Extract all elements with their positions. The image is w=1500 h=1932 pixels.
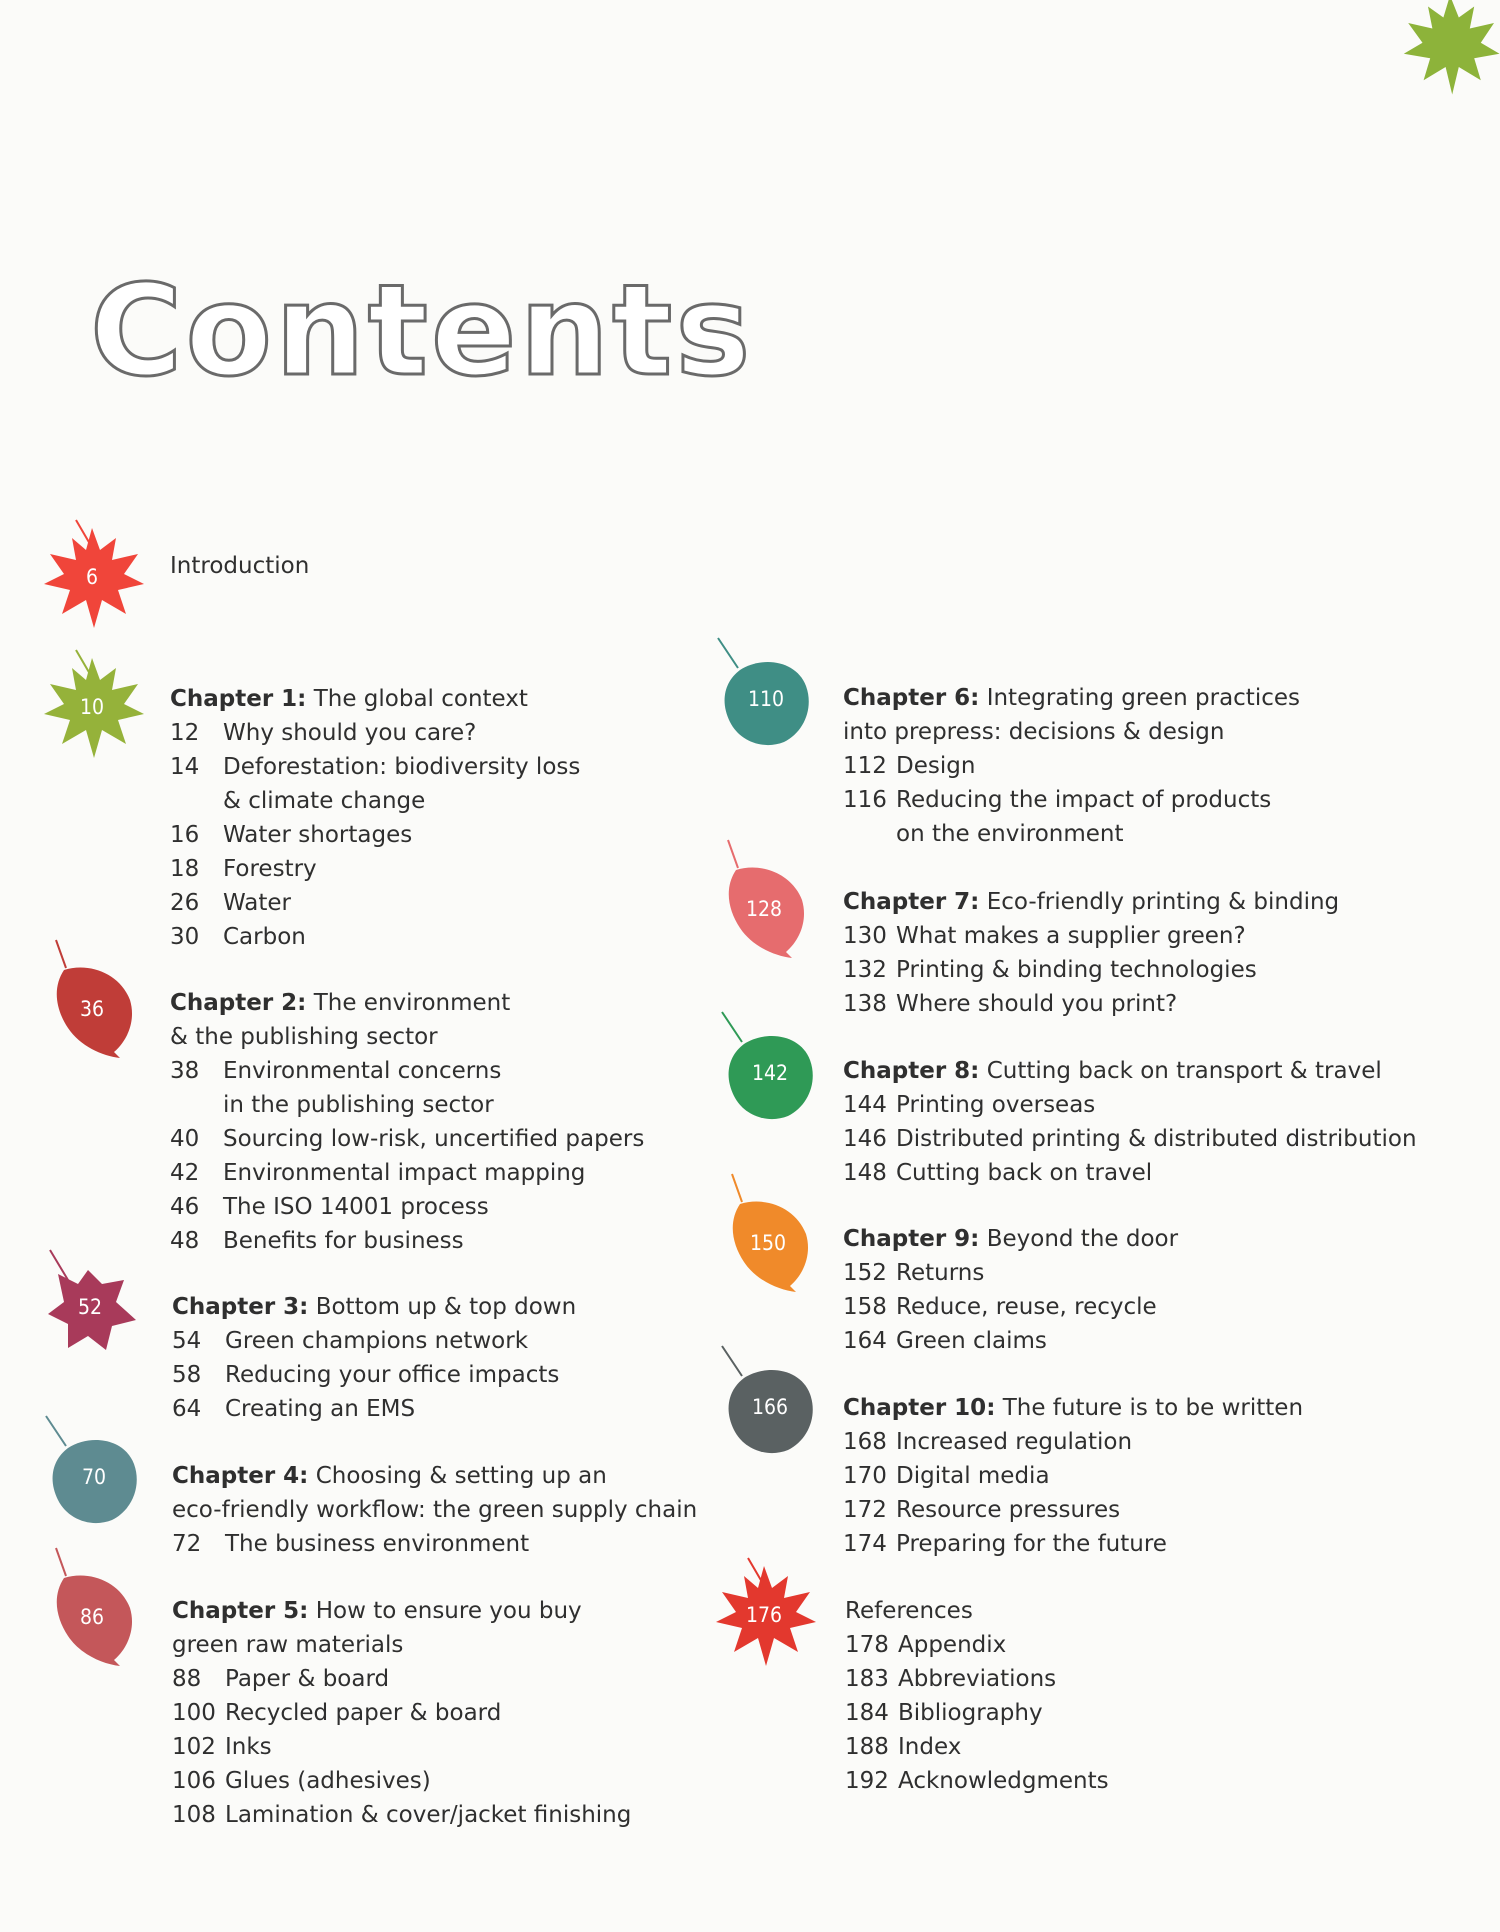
chapter-title: The future is to be written bbox=[995, 1395, 1304, 1421]
entry-page-number: 18 bbox=[170, 856, 200, 882]
leaf-badge bbox=[704, 1174, 834, 1304]
entry-page-number: 188 bbox=[845, 1734, 889, 1760]
chapter-label: Chapter 2: bbox=[170, 990, 307, 1016]
entry-title: What makes a supplier green? bbox=[896, 923, 1246, 949]
toc-entry bbox=[172, 1358, 576, 1392]
chapter-title: Beyond the door bbox=[979, 1226, 1179, 1252]
page-number: 10 bbox=[79, 695, 105, 719]
section-heading: Introduction bbox=[170, 553, 310, 579]
page-number: 110 bbox=[747, 687, 785, 711]
toc-section bbox=[843, 1054, 1417, 1190]
entry-title: Increased regulation bbox=[896, 1429, 1133, 1455]
entry-title: Forestry bbox=[223, 856, 317, 882]
entry-title: Printing overseas bbox=[896, 1092, 1096, 1118]
page-number: 52 bbox=[77, 1295, 103, 1319]
leaf-stem bbox=[722, 1346, 742, 1376]
leaf-icon bbox=[700, 840, 830, 970]
toc-entry bbox=[172, 1527, 697, 1561]
leaf-icon bbox=[702, 1548, 832, 1678]
entry-title: Preparing for the future bbox=[896, 1531, 1167, 1557]
toc-section bbox=[843, 1222, 1178, 1358]
leaf-stem bbox=[56, 940, 66, 968]
leaf-icon bbox=[28, 1244, 158, 1374]
toc-entry bbox=[172, 1324, 576, 1358]
toc-entry bbox=[172, 1459, 697, 1493]
page-number: 142 bbox=[751, 1061, 789, 1085]
entry-title: The business environment bbox=[225, 1531, 530, 1557]
entry-page-number: 88 bbox=[172, 1666, 202, 1692]
toc-entry bbox=[172, 1764, 631, 1798]
entry-title: Design bbox=[896, 753, 976, 779]
entry-title: Where should you print? bbox=[896, 991, 1178, 1017]
chapter-label: Chapter 3: bbox=[172, 1294, 309, 1320]
toc-entry bbox=[172, 1798, 631, 1832]
chapter-title-continued: eco-friendly workflow: the green supply chain bbox=[172, 1497, 698, 1523]
leaf-stem bbox=[76, 520, 90, 544]
leaf-badge bbox=[700, 634, 830, 764]
page-number: 70 bbox=[81, 1465, 107, 1489]
entry-title: Cutting back on travel bbox=[896, 1160, 1153, 1186]
leaf-badge bbox=[30, 640, 160, 770]
entry-page-number: 148 bbox=[843, 1160, 887, 1186]
leaf-badge bbox=[704, 1008, 834, 1138]
toc-entry bbox=[843, 817, 1300, 851]
toc-entry bbox=[843, 1088, 1417, 1122]
toc-entry bbox=[843, 919, 1339, 953]
entry-title: Water bbox=[223, 890, 291, 916]
page-number: 36 bbox=[79, 997, 105, 1021]
chapter-title: Eco-friendly printing & binding bbox=[979, 889, 1340, 915]
toc-entry bbox=[843, 1425, 1303, 1459]
toc-entry bbox=[843, 1493, 1303, 1527]
toc-entry bbox=[843, 1122, 1417, 1156]
entry-title-continued: on the environment bbox=[896, 821, 1124, 847]
entry-page-number: 112 bbox=[843, 753, 887, 779]
toc-entry bbox=[843, 681, 1300, 715]
toc-entry bbox=[170, 750, 580, 784]
entry-title: Reducing the impact of products bbox=[896, 787, 1272, 813]
toc-entry bbox=[843, 1222, 1178, 1256]
entry-title: Water shortages bbox=[223, 822, 413, 848]
toc-entry bbox=[170, 1088, 644, 1122]
entry-title: Acknowledgments bbox=[898, 1768, 1109, 1794]
toc-entry bbox=[843, 885, 1339, 919]
leaf-badge bbox=[700, 840, 830, 970]
toc-entry bbox=[172, 1696, 631, 1730]
entry-page-number: 116 bbox=[843, 787, 887, 813]
toc-entry bbox=[172, 1662, 631, 1696]
entry-page-number: 174 bbox=[843, 1531, 887, 1557]
entry-title-continued: in the publishing sector bbox=[223, 1092, 494, 1118]
toc-entry bbox=[845, 1696, 1109, 1730]
chapter-title-continued: green raw materials bbox=[172, 1632, 404, 1658]
chapter-title: Cutting back on transport & travel bbox=[979, 1058, 1382, 1084]
entry-page-number: 146 bbox=[843, 1126, 887, 1152]
maple-leaf-icon bbox=[1395, 0, 1500, 100]
toc-entry bbox=[170, 1156, 644, 1190]
toc-section bbox=[170, 986, 644, 1258]
entry-page-number: 48 bbox=[170, 1228, 200, 1254]
entry-title: Environmental concerns bbox=[223, 1058, 502, 1084]
leaf-icon bbox=[704, 1174, 834, 1304]
entry-page-number: 64 bbox=[172, 1396, 202, 1422]
toc-entry bbox=[170, 1224, 644, 1258]
leaf-stem bbox=[732, 1174, 742, 1202]
section-heading: References bbox=[845, 1598, 973, 1624]
toc-entry bbox=[170, 1190, 644, 1224]
entry-page-number: 26 bbox=[170, 890, 200, 916]
entry-page-number: 168 bbox=[843, 1429, 887, 1455]
entry-title: Reducing your office impacts bbox=[225, 1362, 560, 1388]
toc-entry bbox=[843, 1527, 1303, 1561]
entry-title: Glues (adhesives) bbox=[225, 1768, 431, 1794]
toc-entry bbox=[170, 1054, 644, 1088]
page-number: 6 bbox=[85, 565, 99, 589]
leaf-icon bbox=[28, 940, 158, 1070]
leaf-stem bbox=[718, 638, 738, 668]
entry-title: Benefits for business bbox=[223, 1228, 464, 1254]
entry-title: Recycled paper & board bbox=[225, 1700, 502, 1726]
toc-entry bbox=[845, 1764, 1109, 1798]
toc-entry bbox=[845, 1730, 1109, 1764]
toc-entry bbox=[172, 1493, 697, 1527]
toc-section bbox=[172, 1594, 631, 1832]
entry-title: Digital media bbox=[896, 1463, 1050, 1489]
toc-section bbox=[845, 1594, 1109, 1798]
chapter-label: Chapter 1: bbox=[170, 686, 307, 712]
leaf-badge bbox=[28, 1412, 158, 1542]
toc-entry bbox=[843, 1256, 1178, 1290]
page-title: Contents bbox=[90, 257, 754, 404]
toc-entry bbox=[843, 1459, 1303, 1493]
toc-entry bbox=[170, 549, 309, 583]
entry-title: Distributed printing & distributed distribution bbox=[896, 1126, 1417, 1152]
leaf-icon bbox=[700, 634, 830, 764]
entry-title: Deforestation: biodiversity loss bbox=[223, 754, 581, 780]
entry-page-number: 46 bbox=[170, 1194, 200, 1220]
entry-page-number: 178 bbox=[845, 1632, 889, 1658]
leaf-stem bbox=[728, 840, 738, 868]
entry-title: Index bbox=[898, 1734, 962, 1760]
toc-entry bbox=[170, 784, 580, 818]
chapter-label: Chapter 4: bbox=[172, 1463, 309, 1489]
entry-title: Reduce, reuse, recycle bbox=[896, 1294, 1157, 1320]
leaf-stem bbox=[748, 1558, 762, 1582]
entry-page-number: 138 bbox=[843, 991, 887, 1017]
toc-entry bbox=[170, 716, 580, 750]
entry-title: Abbreviations bbox=[898, 1666, 1057, 1692]
entry-title: Resource pressures bbox=[896, 1497, 1121, 1523]
toc-entry bbox=[170, 886, 580, 920]
toc-entry bbox=[172, 1290, 576, 1324]
entry-title: Paper & board bbox=[225, 1666, 390, 1692]
toc-entry bbox=[170, 1020, 644, 1054]
entry-title: Inks bbox=[225, 1734, 272, 1760]
entry-title-continued: & climate change bbox=[223, 788, 426, 814]
leaf-badge bbox=[702, 1548, 832, 1678]
chapter-label: Chapter 6: bbox=[843, 685, 980, 711]
entry-title: Lamination & cover/jacket finishing bbox=[225, 1802, 632, 1828]
toc-entry bbox=[843, 715, 1300, 749]
chapter-title: How to ensure you buy bbox=[308, 1598, 582, 1624]
page-number: 176 bbox=[745, 1603, 783, 1627]
toc-entry bbox=[843, 987, 1339, 1021]
entry-page-number: 58 bbox=[172, 1362, 202, 1388]
chapter-label: Chapter 7: bbox=[843, 889, 980, 915]
entry-title: Why should you care? bbox=[223, 720, 477, 746]
leaf-stem bbox=[46, 1416, 66, 1446]
entry-title: Green champions network bbox=[225, 1328, 529, 1354]
toc-entry bbox=[843, 783, 1300, 817]
entry-page-number: 42 bbox=[170, 1160, 200, 1186]
entry-page-number: 54 bbox=[172, 1328, 202, 1354]
entry-title: Appendix bbox=[898, 1632, 1007, 1658]
leaf-badge bbox=[28, 1244, 158, 1374]
entry-page-number: 164 bbox=[843, 1328, 887, 1354]
entry-page-number: 12 bbox=[170, 720, 200, 746]
toc-entry bbox=[170, 1122, 644, 1156]
entry-page-number: 152 bbox=[843, 1260, 887, 1286]
toc-entry bbox=[843, 1391, 1303, 1425]
leaf-badge bbox=[704, 1342, 834, 1472]
page-number: 166 bbox=[751, 1395, 789, 1419]
entry-page-number: 16 bbox=[170, 822, 200, 848]
chapter-title: The global context bbox=[306, 686, 528, 712]
entry-page-number: 130 bbox=[843, 923, 887, 949]
toc-section bbox=[843, 885, 1339, 1021]
chapter-label: Chapter 5: bbox=[172, 1598, 309, 1624]
chapter-label: Chapter 10: bbox=[843, 1395, 996, 1421]
chapter-title: The environment bbox=[306, 990, 511, 1016]
entry-title: Printing & binding technologies bbox=[896, 957, 1257, 983]
entry-title: Green claims bbox=[896, 1328, 1047, 1354]
toc-section bbox=[170, 682, 580, 954]
entry-page-number: 132 bbox=[843, 957, 887, 983]
leaf-icon bbox=[30, 640, 160, 770]
toc-section bbox=[170, 549, 309, 583]
toc-entry bbox=[843, 1290, 1178, 1324]
entry-page-number: 106 bbox=[172, 1768, 216, 1794]
toc-entry bbox=[845, 1628, 1109, 1662]
toc-section bbox=[843, 681, 1300, 851]
entry-page-number: 170 bbox=[843, 1463, 887, 1489]
entry-page-number: 38 bbox=[170, 1058, 200, 1084]
chapter-title: Integrating green practices bbox=[979, 685, 1300, 711]
leaf-icon bbox=[28, 1412, 158, 1542]
chapter-title-continued: into prepress: decisions & design bbox=[843, 719, 1225, 745]
chapter-label: Chapter 9: bbox=[843, 1226, 980, 1252]
toc-section bbox=[843, 1391, 1303, 1561]
entry-title: Sourcing low-risk, uncertified papers bbox=[223, 1126, 645, 1152]
chapter-title: Choosing & setting up an bbox=[308, 1463, 607, 1489]
entry-page-number: 102 bbox=[172, 1734, 216, 1760]
entry-page-number: 158 bbox=[843, 1294, 887, 1320]
leaf-icon bbox=[30, 510, 160, 640]
entry-page-number: 192 bbox=[845, 1768, 889, 1794]
toc-entry bbox=[845, 1662, 1109, 1696]
toc-section bbox=[172, 1290, 576, 1426]
toc-entry bbox=[172, 1730, 631, 1764]
entry-page-number: 144 bbox=[843, 1092, 887, 1118]
leaf-stem bbox=[722, 1012, 742, 1042]
entry-title: The ISO 14001 process bbox=[223, 1194, 489, 1220]
entry-page-number: 30 bbox=[170, 924, 200, 950]
toc-entry bbox=[843, 953, 1339, 987]
toc-entry bbox=[843, 749, 1300, 783]
toc-entry bbox=[170, 986, 644, 1020]
entry-title: Environmental impact mapping bbox=[223, 1160, 586, 1186]
page-number: 128 bbox=[745, 897, 783, 921]
toc-entry bbox=[170, 682, 580, 716]
entry-title: Carbon bbox=[223, 924, 306, 950]
entry-page-number: 108 bbox=[172, 1802, 216, 1828]
leaf-stem bbox=[56, 1548, 66, 1576]
leaf-badge bbox=[28, 940, 158, 1070]
entry-page-number: 172 bbox=[843, 1497, 887, 1523]
toc-entry bbox=[172, 1628, 631, 1662]
leaf-stem bbox=[76, 650, 90, 674]
entry-page-number: 183 bbox=[845, 1666, 889, 1692]
entry-page-number: 14 bbox=[170, 754, 200, 780]
toc-entry bbox=[170, 920, 580, 954]
leaf-icon bbox=[704, 1342, 834, 1472]
leaf-badge bbox=[30, 510, 160, 640]
chapter-title: Bottom up & top down bbox=[308, 1294, 577, 1320]
toc-entry bbox=[170, 852, 580, 886]
chapter-label: Chapter 8: bbox=[843, 1058, 980, 1084]
toc-entry bbox=[170, 818, 580, 852]
entry-title: Returns bbox=[896, 1260, 985, 1286]
chapter-title-continued: & the publishing sector bbox=[170, 1024, 438, 1050]
entry-page-number: 184 bbox=[845, 1700, 889, 1726]
toc-entry bbox=[843, 1054, 1417, 1088]
entry-page-number: 40 bbox=[170, 1126, 200, 1152]
toc-entry bbox=[843, 1156, 1417, 1190]
page-number: 86 bbox=[79, 1605, 105, 1629]
leaf-icon bbox=[704, 1008, 834, 1138]
toc-entry bbox=[845, 1594, 1109, 1628]
page-number: 150 bbox=[749, 1231, 787, 1255]
entry-page-number: 100 bbox=[172, 1700, 216, 1726]
entry-title: Creating an EMS bbox=[225, 1396, 416, 1422]
toc-section bbox=[172, 1459, 697, 1561]
toc-entry bbox=[843, 1324, 1178, 1358]
leaf-icon bbox=[28, 1548, 158, 1678]
toc-entry bbox=[172, 1594, 631, 1628]
entry-title: Bibliography bbox=[898, 1700, 1043, 1726]
leaf-badge bbox=[28, 1548, 158, 1678]
toc-entry bbox=[172, 1392, 576, 1426]
entry-page-number: 72 bbox=[172, 1531, 202, 1557]
